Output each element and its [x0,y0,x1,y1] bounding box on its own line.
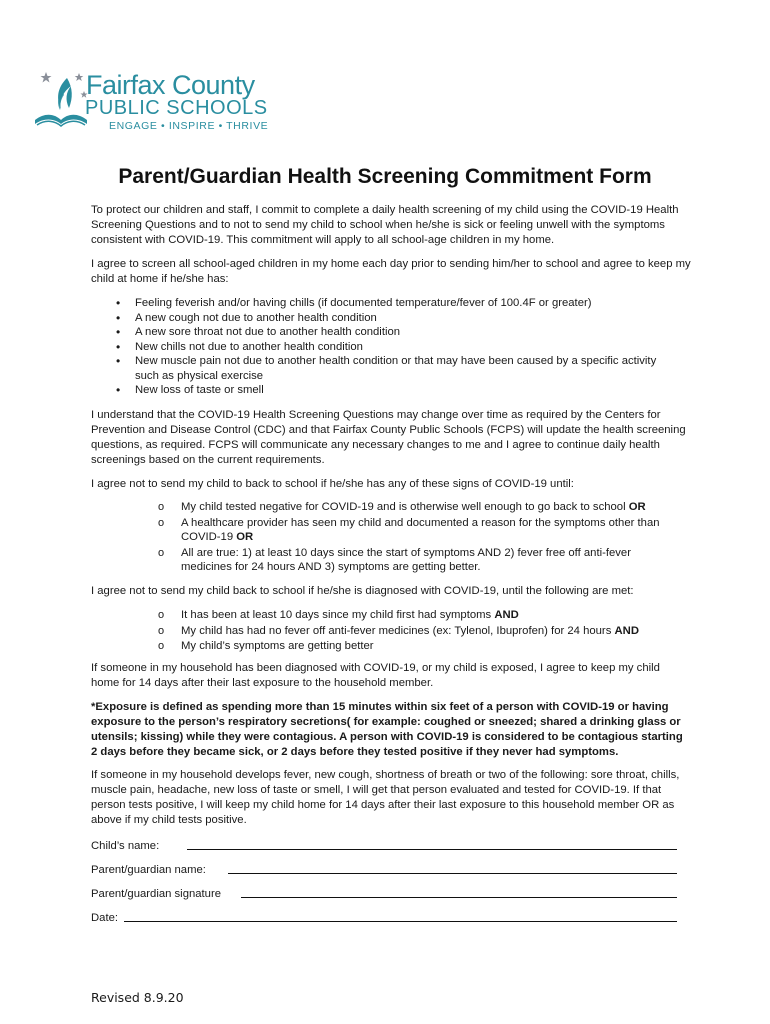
condition-text: My child’s symptoms are getting better [181,640,374,652]
guardian-signature-field[interactable] [91,884,677,900]
list-item: • Feeling feverish and/or having chills (if documented temperature/fever of 100.4F or greater) [91,296,691,311]
condition-keyword: AND [494,609,519,621]
list-item [91,500,691,515]
child-name-label: Child’s name: [91,840,160,852]
diagnosed-intro-paragraph: I agree not to send my child back to school if he/she is diagnosed with COVID-19, until the following are met: [91,585,634,597]
date-line[interactable] [124,920,677,922]
signs-list [91,500,691,576]
list-item: • A new cough not due to another health condition [91,311,691,326]
list-item [91,639,691,654]
list-item: • New muscle pain not due to another health condition or that may have been caused by a specific activity such as physical exercise [91,354,691,383]
list-item: • New chills not due to another health condition [91,340,691,355]
understand-paragraph: I understand that the COVID-19 Health Screening Questions may change over time as required by the Centers for Prevention and Disease Control (CDC) and that Fairfax County Public Schools (FCPS) will update the health screening questions, as required. FCPS will communicate any necessary changes to me and I agree to continue daily health screenings based on the current requirements. [91,409,686,466]
symptom-list [91,296,691,398]
guardian-name-label: Parent/guardian name: [91,864,206,876]
logo-county-name: Fairfax County [86,70,255,100]
exposure-definition: *Exposure is defined as spending more than 15 minutes within six feet of a person with COVID-19 or having exposure to the person’s respiratory secretions( for example: coughed or sneezed; shared a drinking glass or utensils; kissing) while they were contagious. A person with COVID-19 is considered to be contagious starting 2 days before they became sick, or 2 days before they tested positive if they never had symptoms. [91,701,683,758]
list-item [91,516,691,545]
page-title: Parent/Guardian Health Screening Commitment Form [118,165,652,188]
guardian-name-line[interactable] [228,872,677,874]
list-item [91,624,691,639]
date-label: Date: [91,912,119,924]
condition-text: It has been at least 10 days since my child first had symptoms [181,609,495,621]
list-item: • New loss of taste or smell [91,383,691,398]
list-item [91,608,691,623]
logo-public-schools: PUBLIC SCHOOLS [85,97,268,119]
guardian-signature-line[interactable] [241,896,677,898]
household-paragraph: If someone in my household has been diagnosed with COVID-19, or my child is exposed, I agree to keep my child home for 14 days after their last exposure to the household member. [91,662,660,689]
sign-text: All are true: 1) at least 10 days since the start of symptoms AND 2) fever free off anti-fever medicines for 24 hours AND 3) symptoms are getting better. [181,546,631,573]
guardian-signature-label: Parent/guardian signature [91,888,222,900]
logo-tagline: ENGAGE • INSPIRE • THRIVE [109,120,269,132]
date-field[interactable] [91,908,677,924]
fcps-logo [33,66,283,132]
develops-paragraph: If someone in my household develops fever, new cough, shortness of breath or two of the following: sore throat, chills, muscle pain, headache, new loss of taste or smell, I will get that person evaluated and tested for COVID-19. If that person tests positive, I will keep my child home for 14 days after their last exposure to this household member OR as above if my child tests positive. [91,769,680,826]
condition-text: My child has had no fever off anti-fever medicines (ex: Tylenol, Ibuprofen) for 24 hours [181,624,615,637]
child-name-field[interactable] [91,836,677,852]
signs-intro-paragraph: I agree not to send my child to back to school if he/she has any of these signs of COVID-19 until: [91,478,574,490]
sign-text: My child tested negative for COVID-19 and is otherwise well enough to go back to school [181,501,629,513]
list-item: • A new sore throat not due to another health condition [91,325,691,340]
child-name-line[interactable] [187,848,677,850]
list-item [91,546,691,575]
revision-date: Revised 8.9.20 [91,990,184,1005]
screen-intro-paragraph: I agree to screen all school-aged children in my home each day prior to sending him/her to school and agree to keep my child at home if he/she has: [91,258,691,285]
sign-keyword: OR [236,531,254,543]
sign-text: A healthcare provider has seen my child and documented a reason for the symptoms other than COVID-19 [181,516,660,543]
condition-keyword: AND [614,624,639,637]
intro-paragraph: To protect our children and staff, I commit to complete a daily health screening of my child using the COVID-19 Health Screening Questions and to not to send my child to school when he/she is sick or feeling unwell with the symptoms consistent with COVID-19. This commitment will apply to all school-age children in my home. [91,204,679,246]
school-logo-icon [33,66,89,128]
diagnosed-list [91,608,691,655]
guardian-name-field[interactable] [91,860,677,876]
sign-keyword: OR [628,501,646,513]
